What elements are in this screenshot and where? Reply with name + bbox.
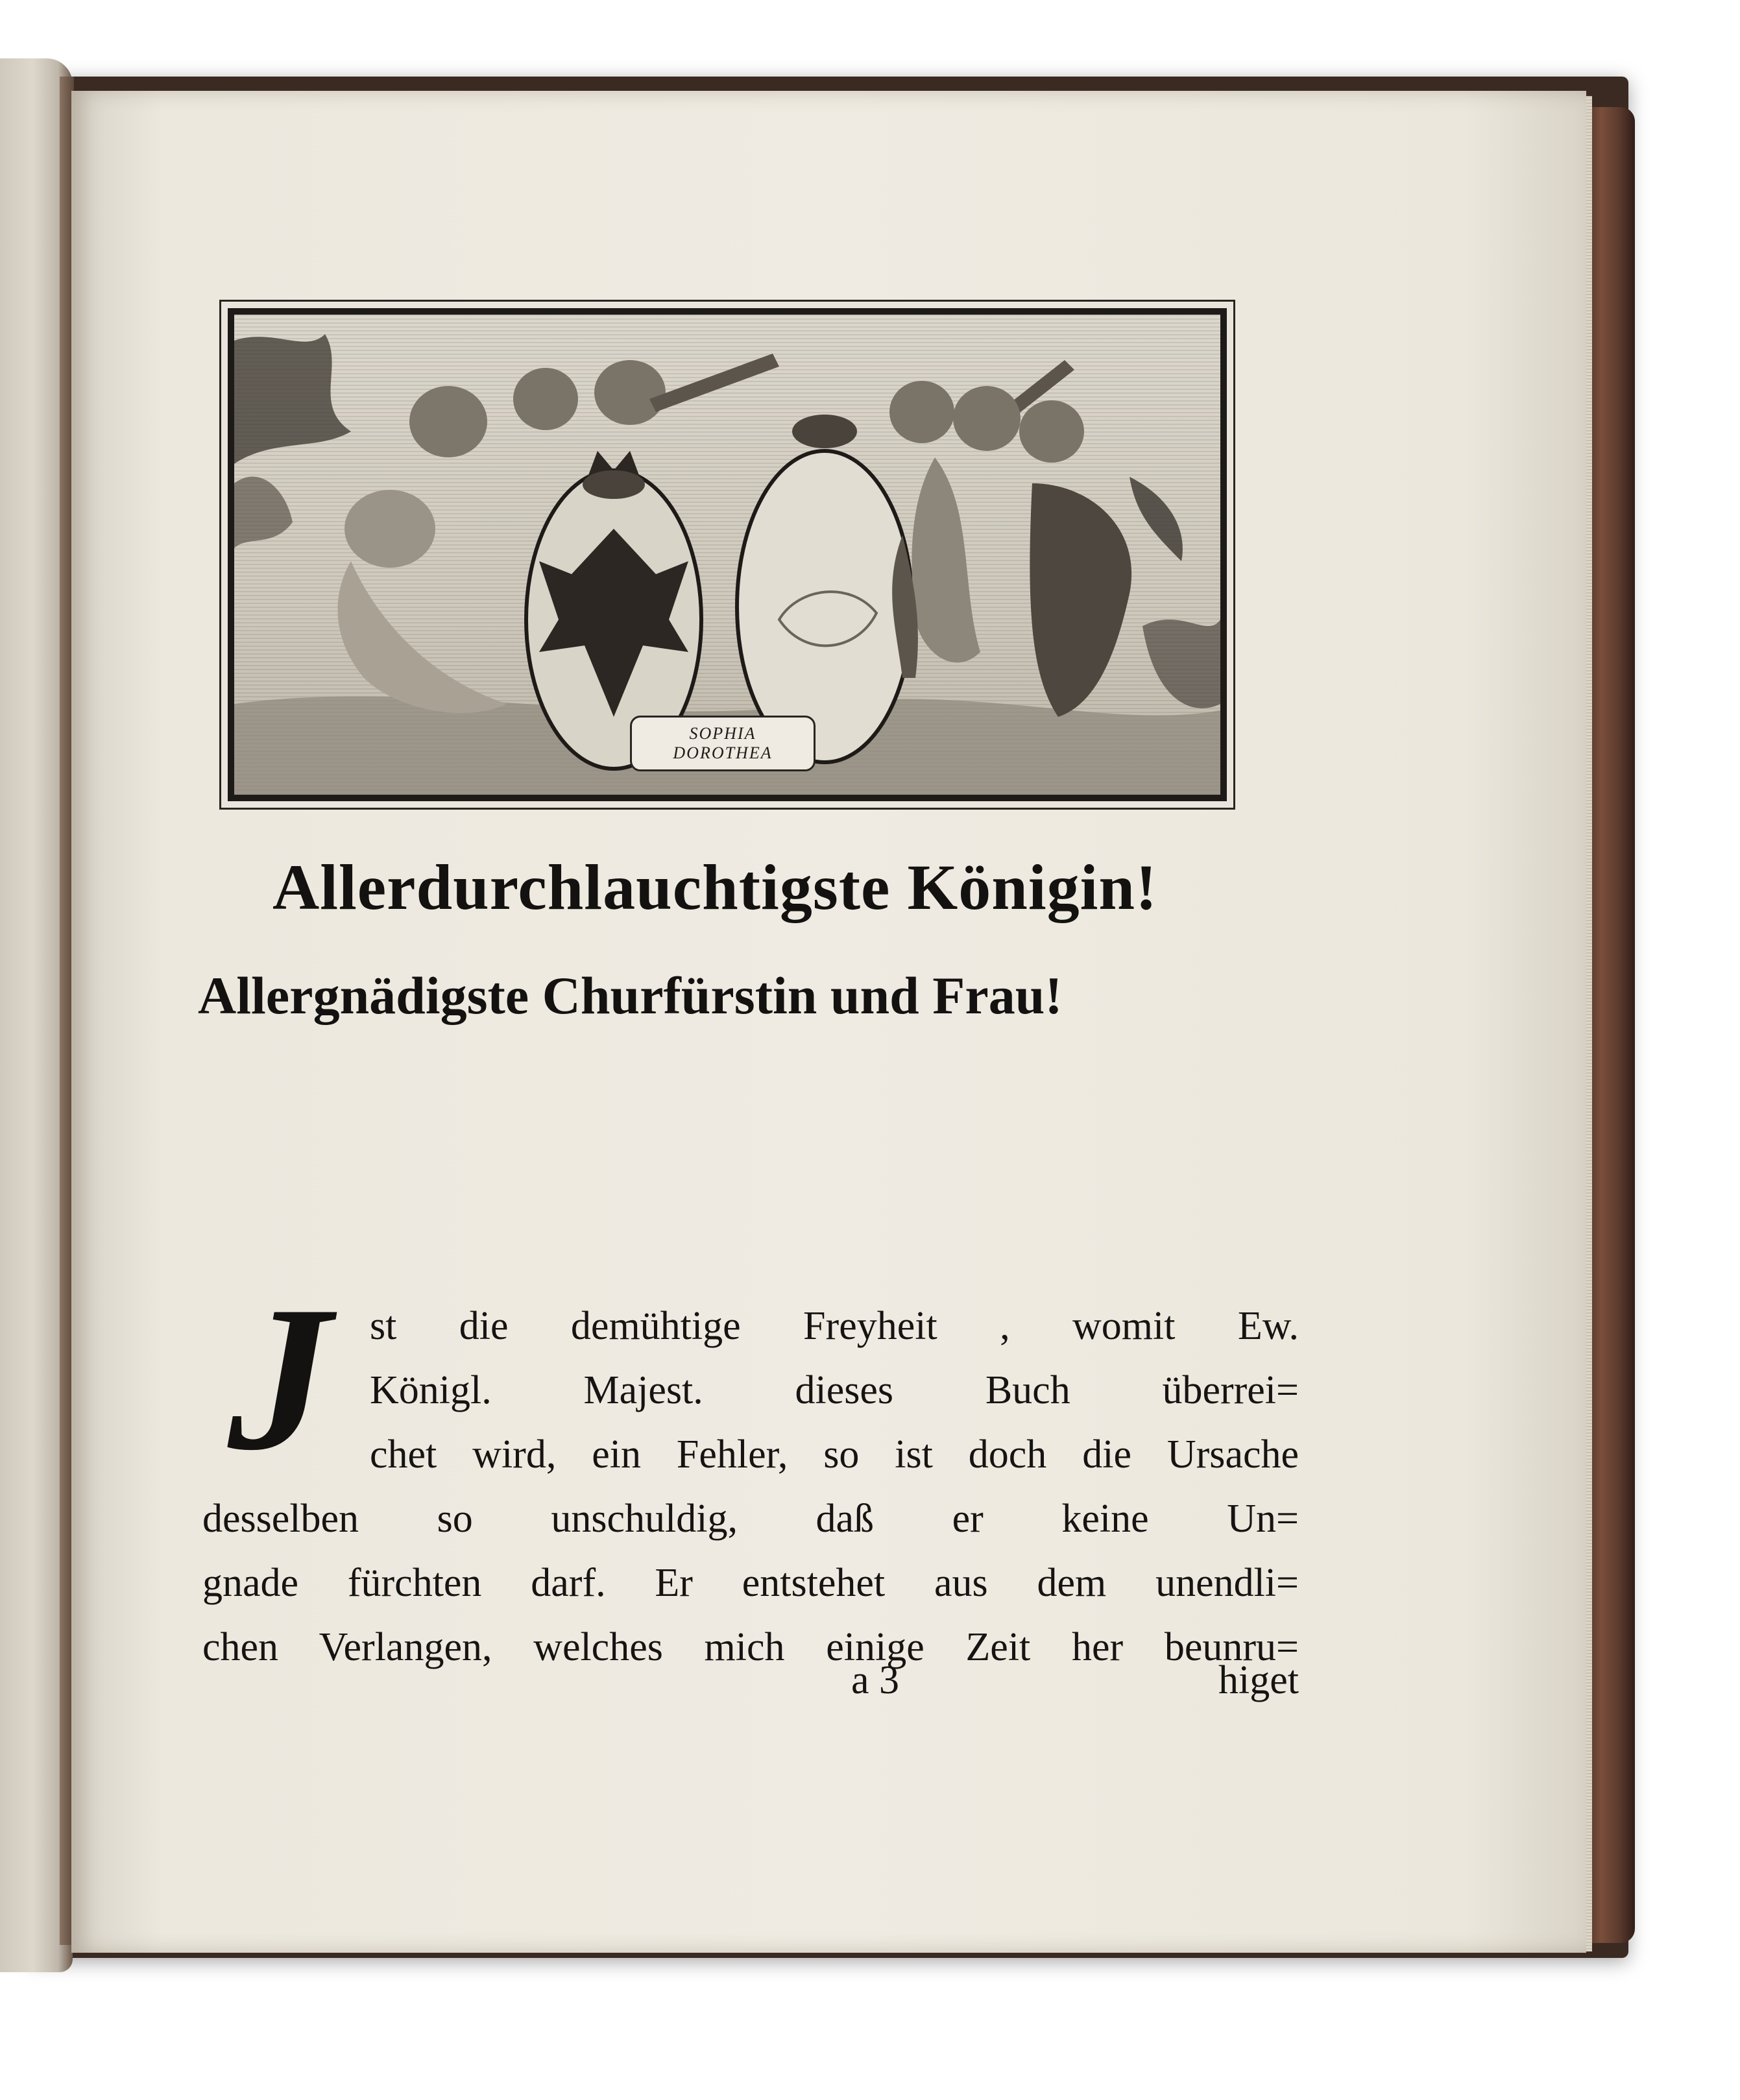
body-line: chet wird, ein Fehler, so ist doch die Ursache (370, 1432, 1299, 1477)
page-footer (202, 1658, 1299, 1709)
cartouche-line-1: SOPHIA (689, 724, 756, 743)
body-line: Königl. Majest. dieses Buch überrei= (370, 1368, 1299, 1412)
signature-mark: a 3 (851, 1658, 900, 1702)
catchword: higet (1218, 1658, 1299, 1702)
body-line: desselben so unschuldig, daß er keine Un= (202, 1497, 1299, 1541)
body-paragraph (202, 1294, 1299, 1680)
name-cartouche (630, 716, 816, 771)
page-title: Allerdurchlauchtigste Königin! (272, 851, 1158, 923)
engraving-illustration (228, 308, 1227, 801)
page-subtitle: Allergnädigste Churfürstin und Frau! (198, 966, 1063, 1025)
body-line: st die demühtige Freyheit , womit Ew. (370, 1304, 1299, 1348)
engraved-vignette (219, 300, 1235, 810)
decorated-initial: J (228, 1264, 332, 1493)
cartouche-line-2: DOROTHEA (673, 743, 773, 762)
body-line: gnade fürchten darf. Er entstehet aus dem unendli= (202, 1561, 1299, 1605)
body-line: chen Verlangen, welches mich einige Zeit her beunru= (202, 1625, 1299, 1669)
